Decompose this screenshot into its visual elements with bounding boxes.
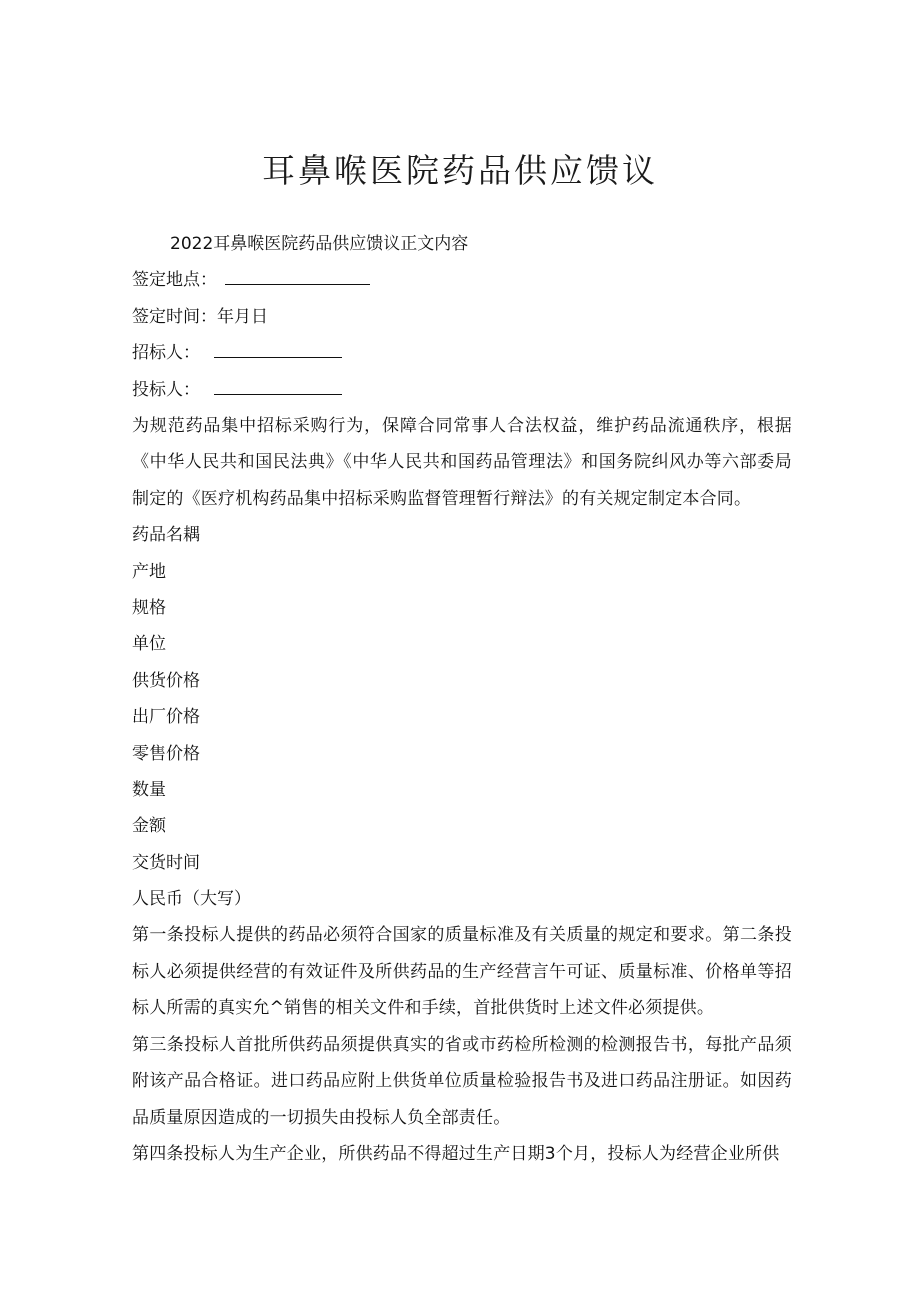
document-title: 耳鼻喉医院药品供应馈议 xyxy=(262,151,658,190)
column-label: 金额 xyxy=(132,816,166,837)
sign-place-row xyxy=(132,262,792,298)
column-label: 人民币（大写） xyxy=(132,889,251,910)
document-body xyxy=(132,226,792,1172)
bidder-label: 投标人： xyxy=(132,379,200,400)
sign-time-value: 年月日 xyxy=(217,306,268,327)
tenderer-row xyxy=(132,335,792,371)
clause-paragraph: 第三条投标人首批所供药品须提供真实的省或市药检所检测的检测报告书，每批产品须附该产品合格证。进口药品应附上供货单位质量检验报告书及进口药品注册证。如因药品质量原因造成的一切损失由投标人负全部责任。 xyxy=(132,1034,792,1128)
clause-paragraph: 第一条投标人提供的药品必须符合国家的质量标准及有关质量的规定和要求。第二条投标人必须提供经营的有效证件及所供药品的生产经营言午可证、质量标准、价格单等招标人所需的真实允^销售的相关文件和手续，首批供货时上述文件必须提供。 xyxy=(132,925,792,1019)
sign-place-blank xyxy=(225,267,370,285)
column-label: 出厂价格 xyxy=(132,707,200,728)
column-label: 药品名耦 xyxy=(132,525,200,546)
clause-paragraph: 第四条投标人为生产企业，所供药品不得超过生产日期3个月，投标人为经营企业所供 xyxy=(132,1143,780,1164)
column-label: 单位 xyxy=(132,634,166,655)
document-subtitle: 2022耳鼻喉医院药品供应馈议正文内容 xyxy=(170,234,469,254)
column-label: 规格 xyxy=(132,597,166,618)
table-columns-list xyxy=(132,517,792,917)
bidder-row xyxy=(132,372,792,408)
sign-place-label: 签定地点： xyxy=(132,270,217,291)
column-label: 数量 xyxy=(132,779,166,800)
column-label: 供货价格 xyxy=(132,670,200,691)
sign-time-row xyxy=(132,299,792,335)
column-label: 零售价格 xyxy=(132,743,200,764)
tenderer-label: 招标人： xyxy=(132,343,200,364)
column-label: 产地 xyxy=(132,561,166,582)
column-label: 交货时间 xyxy=(132,852,200,873)
sign-time-label: 签定时间： xyxy=(132,306,217,327)
bidder-blank xyxy=(214,377,342,395)
preamble-paragraph: 为规范药品集中招标采购行为，保障合同常事人合法权益，维护药品流通秩序，根据《中华人民共和国民法典》《中华人民共和国药品管理法》和国务院纠风办等六部委局制定的《医疗机构药品集中招标采购监督管理暂行辩法》的有关规定制定本合同。 xyxy=(132,415,792,509)
tenderer-blank xyxy=(214,340,342,358)
